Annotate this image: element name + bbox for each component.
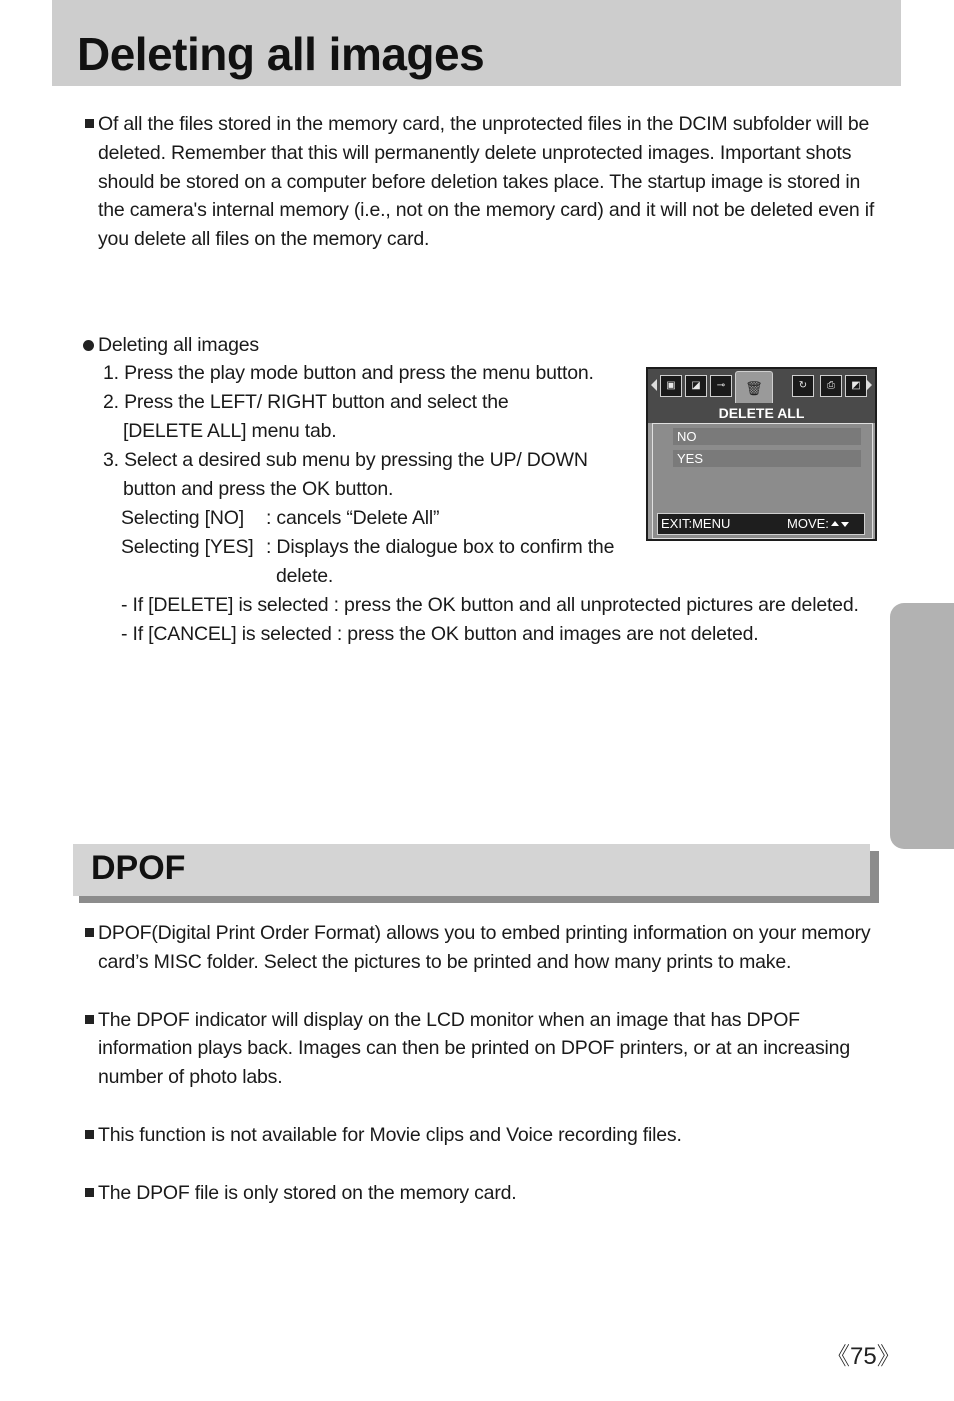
intro-line-3: should be stored on a computer before deletion takes place. The startup image is stored in [98, 171, 861, 193]
lcd-move-hint: MOVE: [787, 514, 849, 534]
intro-line-5: you delete all files on the memory card. [98, 228, 430, 250]
dpof-p2-line-2: information plays back. Images can then be printed on DPOF printers, or at an increasing [98, 1037, 850, 1059]
lcd-menu-tabs [648, 369, 875, 403]
dpof-p3: This function is not available for Movie clips and Voice recording files. [85, 1121, 682, 1150]
step-3-cont: button and press the OK button. [123, 478, 394, 500]
step-1: 1. Press the play mode button and press the menu button. [103, 362, 594, 384]
lcd-footer [657, 513, 865, 535]
square-bullet-icon [85, 119, 94, 128]
lcd-exit-hint: EXIT:MENU [661, 516, 731, 531]
dpof-p1-line-1: DPOF(Digital Print Order Format) allows you to embed printing information on your memory [85, 919, 870, 948]
intro-line-1: Of all the files stored in the memory card, the unprotected files in the DCIM subfolder will be [85, 110, 869, 139]
rotate-icon: ↻ [792, 375, 814, 397]
dpof-p2-line-1: The DPOF indicator will display on the LCD monitor when an image that has DPOF [85, 1006, 800, 1035]
step-2: 2. Press the LEFT/ RIGHT button and select the [103, 391, 509, 413]
select-no-label: Selecting [NO] [121, 507, 244, 529]
page-number: 《75》 [826, 1343, 901, 1370]
camera-lcd-screen [646, 367, 877, 541]
intro-line-2: deleted. Remember that this will permanently delete unprotected images. Important shots [98, 142, 852, 164]
step-3: 3. Select a desired sub menu by pressing the UP/ DOWN [103, 449, 588, 471]
select-no-desc: : cancels “Delete All” [266, 507, 440, 529]
protect-key-icon: ⊸ [710, 375, 732, 397]
lcd-option-yes: YES [673, 450, 861, 467]
dpof-p1-line-2: card’s MISC folder. Select the pictures to be printed and how many prints to make. [98, 951, 792, 973]
select-yes-desc: : Displays the dialogue box to confirm the [266, 536, 615, 558]
select-yes-label: Selecting [YES] [121, 536, 254, 558]
intro-line-4: the camera's internal memory (i.e., not on the memory card) and it will not be deleted even if [98, 199, 875, 221]
copy-icon: ◩ [845, 375, 867, 397]
chapter-side-tab [890, 603, 954, 849]
select-yes-desc-cont: delete. [276, 565, 334, 587]
up-arrow-icon [831, 521, 839, 526]
square-bullet-icon [85, 1015, 94, 1024]
if-cancel-note: - If [CANCEL] is selected : press the OK button and images are not deleted. [121, 623, 759, 645]
dpof-icon: ⎙ [820, 375, 842, 397]
trash-icon: 🗑 [735, 371, 773, 404]
square-bullet-icon [85, 1188, 94, 1197]
page-title: Deleting all images [77, 28, 485, 80]
square-bullet-icon [85, 928, 94, 937]
down-arrow-icon [841, 522, 849, 527]
lcd-inner [648, 369, 875, 539]
resize-icon: ◪ [685, 375, 707, 397]
step-2-cont: [DELETE ALL] menu tab. [123, 420, 337, 442]
dpof-section-title: DPOF [91, 849, 186, 887]
if-delete-note: - If [DELETE] is selected : press the OK button and all unprotected pictures are deleted. [121, 594, 859, 616]
steps-heading: Deleting all images [83, 331, 259, 360]
round-bullet-icon [83, 340, 94, 351]
dpof-p4: The DPOF file is only stored on the memory card. [85, 1179, 516, 1208]
right-arrow-icon [866, 379, 872, 391]
lcd-option-no: NO [673, 428, 861, 445]
dpof-p2-line-3: number of photo labs. [98, 1066, 283, 1088]
slideshow-icon: ▣ [660, 375, 682, 397]
dpof-band [73, 844, 870, 896]
left-arrow-icon [651, 379, 657, 391]
square-bullet-icon [85, 1130, 94, 1139]
lcd-menu-title: DELETE ALL [648, 403, 875, 423]
